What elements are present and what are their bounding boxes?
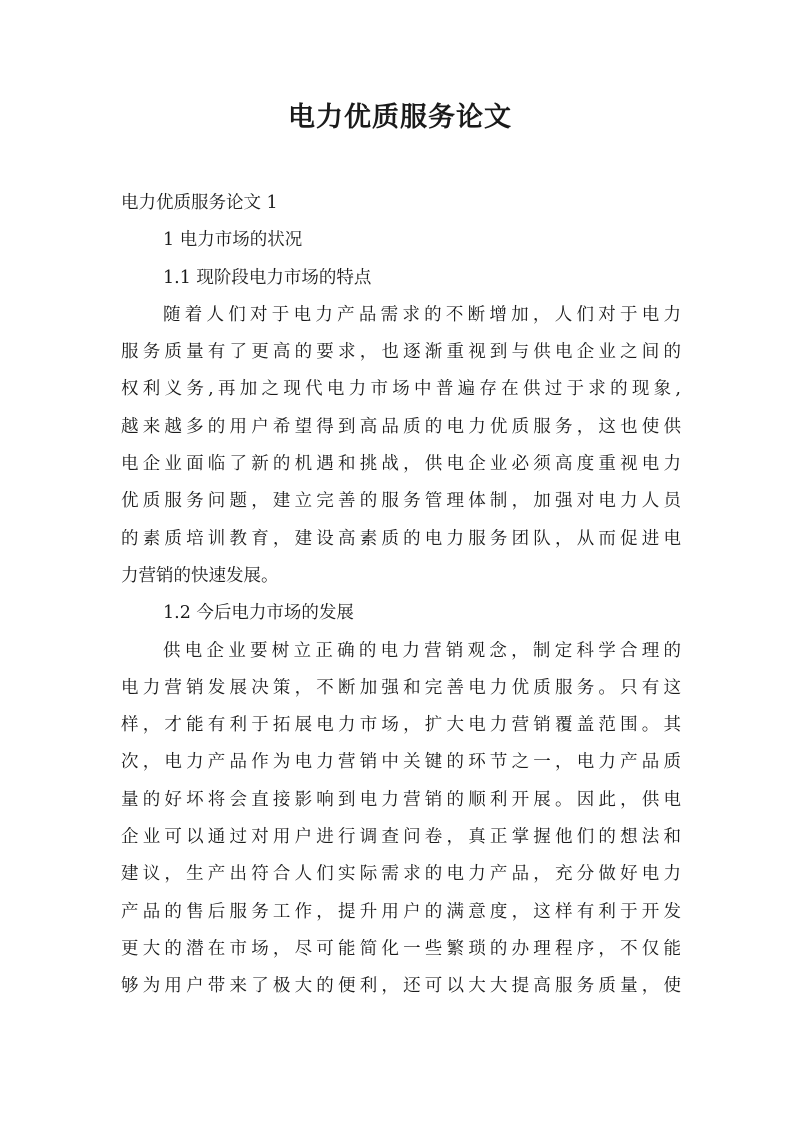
paragraph-line: 的素质培训教育，建设高素质的电力服务团队，从而促进电	[121, 528, 681, 549]
paragraph-line: 权利义务,再加之现代电力市场中普遍存在供过于求的现象,	[121, 379, 681, 400]
subsection-heading: 1.2 今后电力市场的发展	[163, 603, 354, 624]
paragraph-line: 优质服务问题，建立完善的服务管理体制，加强对电力人员	[121, 491, 681, 512]
subsection-heading: 1.1 现阶段电力市场的特点	[163, 267, 372, 288]
document-title: 电力优质服务论文	[288, 102, 512, 133]
paragraph-line: 电企业面临了新的机遇和挑战，供电企业必须高度重视电力	[121, 454, 681, 475]
paragraph-line: 电力营销发展决策，不断加强和完善电力优质服务。只有这	[121, 677, 681, 698]
paragraph-line: 量的好坏将会直接影响到电力营销的顺利开展。因此，供电	[121, 789, 681, 810]
paragraph-line: 够为用户带来了极大的便利，还可以大大提高服务质量，使	[121, 976, 681, 997]
paragraph-line: 次，电力产品作为电力营销中关键的环节之一，电力产品质	[121, 752, 681, 773]
paragraph-line: 供电企业要树立正确的电力营销观念，制定科学合理的	[163, 640, 681, 661]
paragraph-line: 随着人们对于电力产品需求的不断增加，人们对于电力	[163, 304, 681, 325]
paragraph-line: 越来越多的用户希望得到高品质的电力优质服务，这也使供	[121, 416, 681, 437]
paragraph-line: 服务质量有了更高的要求，也逐渐重视到与供电企业之间的	[121, 342, 681, 363]
paragraph-line: 更大的潜在市场，尽可能简化一些繁琐的办理程序，不仅能	[121, 938, 681, 959]
section-heading: 1 电力市场的状况	[163, 230, 303, 251]
paragraph-line: 样，才能有利于拓展电力市场，扩大电力营销覆盖范围。其	[121, 715, 681, 736]
paragraph-line: 建议，生产出符合人们实际需求的电力产品，充分做好电力	[121, 864, 681, 885]
paragraph-line: 产品的售后服务工作，提升用户的满意度，这样有利于开发	[121, 901, 681, 922]
document-body	[121, 185, 681, 1006]
paragraph-line: 力营销的快速发展。	[121, 565, 279, 586]
paragraph-line: 企业可以通过对用户进行调查问卷，真正掌握他们的想法和	[121, 827, 681, 848]
section-heading: 电力优质服务论文 1	[121, 193, 278, 213]
